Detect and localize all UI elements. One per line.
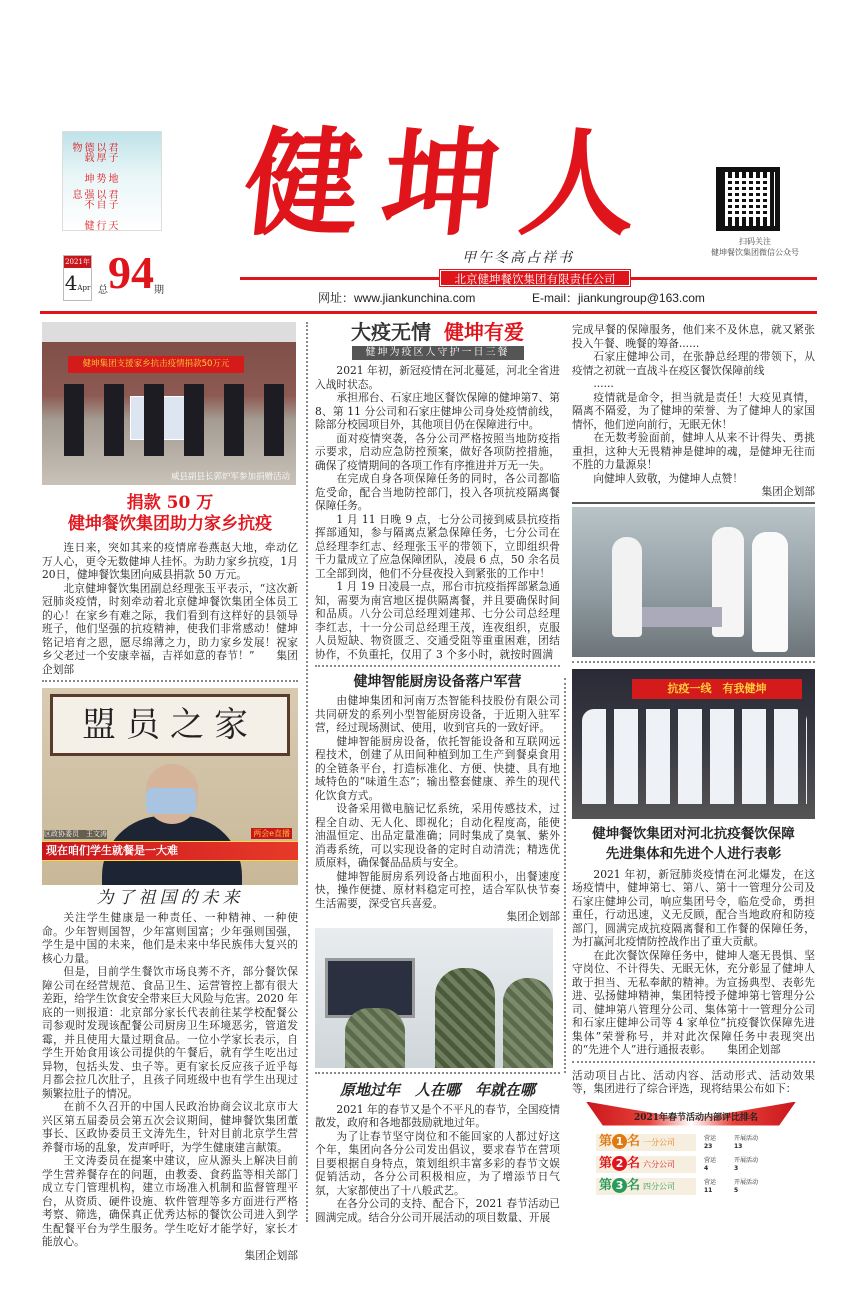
paragraph: 1 月 11 日晚 9 点，七分公司接到威县抗疫指挥部通知，参与隔离点紧急保障任务，七分公司在总经理李红志、经理张玉平的带领下，立即组织骨干力量成立了应急保障团队，凌晨 6 点，50 余名员工全部到岗，他们不分昼夜投入到紧张的工作中！	[315, 512, 560, 580]
ranking-graphic	[586, 1100, 796, 1200]
article-title: 先进集体和先进个人进行表彰	[605, 845, 782, 862]
stat-value: 13	[734, 1142, 743, 1150]
byline: 集团企划部	[761, 485, 815, 498]
rank-company: 一分公司	[643, 1138, 676, 1147]
paragraph: 向健坤人致敬，为健坤人点赞！	[593, 471, 744, 485]
rank-prefix: 第	[599, 1178, 613, 1193]
rank-number: 1	[612, 1134, 627, 1149]
paragraph: 在此次餐饮保障任务中，健坤人毫无畏惧、坚守岗位、不计得失、无眠无休，充分彰显了健坤人敢于担当、无私奉献的精神。为宣扬典型、表彰先进、弘扬健坤精神，集团特授予健坤第七管理分公司、健坤第八管理分公司、集体第十一管理分公司和石家庄健坤公司等 4 家单位“抗疫餐饮保障先进集体”荣誉称号，并对此次保障任务中表现突出的“先进个人”进行通报表彰。 集团企划部	[572, 948, 815, 1056]
paragraph: 北京健坤餐饮集团副总经理张玉平表示，“这次新冠肺炎疫情，时刻牵动着北京健坤餐饮集团全体员工的心！在家乡有难之际，我们看到有这样好的县领导班子，他们坚强的抗疫精神，使我们非常感动！健坤铭记培育之恩，愿尽绵薄之力，助力家乡发展！祝家乡父老过一个安康幸福，吉祥如意的春节！” 集团企划部	[42, 581, 298, 676]
stat-label: 开展活动	[734, 1156, 759, 1164]
paragraph: 完成早餐的保障服务，他们来不及休息，就又紧张投入午餐、晚餐的筹备......	[572, 323, 815, 350]
rank-suffix: 名	[627, 1134, 641, 1149]
stat-label: 开展活动	[734, 1134, 759, 1142]
paragraph: 石家庄健坤公司，在张静总经理的带领下，从疫情之初就一直战斗在疫区餐饮保障前线	[572, 350, 815, 377]
left-column	[42, 322, 298, 1262]
soldiers-photo	[315, 928, 553, 1068]
newspaper-title: 健坤人	[237, 116, 667, 252]
rank-suffix: 名	[627, 1178, 641, 1193]
issue-suffix: 期	[154, 285, 164, 296]
photo-banner: 抗疫一线 有我健坤	[632, 679, 802, 699]
article-title: 健坤餐饮集团助力家乡抗疫	[68, 514, 272, 534]
rank-number: 3	[612, 1178, 627, 1193]
paragraph: 2021 年的春节又是个不平凡的春节，全国疫情散发，政府和各地都鼓励就地过年。	[315, 1102, 560, 1129]
frontline-team-photo	[572, 669, 815, 819]
paragraph: 王文涛委员在提案中建议，应从源头上解决目前学生营养餐存在的问题，由教委、食药监等相关部门成立专门管理机构，建立市场准入机制和监督管理平台，从资质、硬件设施、软件管理等多方面进行严格考察、筛选，确保真正优秀达标的餐饮公司进入到学生配餐平台为学生服务。学生吃好才能学好，家长才能放心。	[42, 1154, 298, 1248]
rank-label	[596, 1178, 696, 1195]
paragraph: 2021 年初，新冠疫情在河北蔓延，河北全省进入战时状态。	[315, 364, 560, 391]
photo-banner: 健坤集团支援家乡抗击疫情捐款50万元	[68, 356, 244, 373]
qr-caption: 健坤餐饮集团微信公众号	[711, 248, 799, 257]
motto-line: 天行健	[82, 219, 117, 230]
calendar-month: 4	[64, 271, 78, 295]
donation-photo	[42, 322, 296, 485]
ranking-row	[596, 1154, 791, 1176]
subtitle-bar: 健坤为疫区人守护一日三餐	[352, 346, 524, 360]
stat-value: 11	[704, 1186, 713, 1194]
article-title: 为了祖国的未来	[96, 888, 244, 908]
paragraph: 承担邢台、石家庄地区餐饮保障的健坤第7、第8、第 11 分公司和石家庄健坤公司身处疫情前线，除部分校园项目外，其他项目仍在保障进行中。	[315, 391, 560, 431]
right-column	[572, 323, 815, 1200]
tv-banner: 现在咱们学生就餐是一大难	[42, 841, 298, 861]
stat-value: 3	[734, 1164, 739, 1172]
paragraph: 在完成自身各项保障任务的同时，各公司都临危受命，配合当地防控部门，投入各项抗疫隔离餐保障任务。	[315, 472, 560, 512]
qr-code[interactable]	[716, 167, 780, 231]
website-link[interactable]: 网址：www.jiankunchina.com	[318, 291, 476, 305]
ranking-title: 2021年春节活动内部评比排名	[633, 1112, 759, 1123]
rank-label	[596, 1134, 696, 1151]
motto-panel	[62, 131, 162, 231]
paragraph: 健坤智能厨房系列设备占地面积小，出餐速度快，操作便捷、原材料稳定可控，适合军队快节奏生活需要，深受官兵喜爱。	[315, 869, 560, 910]
paragraph: ......	[593, 377, 614, 390]
calendar-date	[63, 255, 92, 301]
rank-label	[596, 1156, 696, 1173]
rank-company: 四分公司	[643, 1182, 676, 1191]
calligrapher-signature: 甲午冬高占祥书	[462, 250, 574, 266]
motto-line: 君子以厚德载物	[70, 142, 117, 162]
stat-label: 开展活动	[734, 1178, 759, 1186]
paragraph: 为了让春节坚守岗位和不能回家的人都过好这个年，集团向各分公司发出倡议，要求春节在营项目要根据自身特点，策划组织丰富多彩的春节文娱促销活动，各分公司积极相应，为了增添节日气氛，大家都使出了十八般武艺。	[315, 1129, 560, 1197]
rank-prefix: 第	[599, 1134, 613, 1149]
tv-logo: 两会e直播	[253, 829, 290, 838]
rank-prefix: 第	[599, 1156, 613, 1171]
article-title: 捐款 50 万	[126, 493, 214, 513]
paragraph: 1 月 19 日凌晨一点，邢台市抗疫指挥部紧急通知，需要为南宫地区提供隔离餐，并且要确保时间和品质。八分公司总经理刘建邦、七分公司总经理李红志，十一分公司总经理王茂，连夜组织，克服人员短缺、物资匮乏、交通受阻等重重困难，团结协作，不负重托，仅用了 3 个多小时，就按时圆满	[315, 580, 560, 661]
qr-caption: 扫码关注	[739, 237, 771, 246]
stat-label: 营运	[704, 1156, 717, 1164]
article-title: 健坤智能厨房设备落户军营	[353, 674, 522, 690]
rank-number: 2	[612, 1156, 627, 1171]
ranking-row	[596, 1132, 791, 1154]
article-title: 原地过年 人在哪 年就在哪	[339, 1080, 535, 1099]
stat-label: 营运	[704, 1134, 717, 1142]
rank-company: 六分公司	[643, 1160, 676, 1169]
article-title: 健坤餐饮集团对河北抗疫餐饮保障	[592, 825, 795, 842]
motto-line: 君子以自强不息	[70, 189, 117, 209]
byline: 集团企划部	[506, 910, 560, 923]
issue-prefix: 总	[98, 285, 108, 296]
interview-photo	[42, 688, 298, 885]
paragraph: 在各分公司的支持、配合下，2021 春节活动已圆满完成。结合分公司开展活动的项目数量、开展	[315, 1197, 560, 1224]
paragraph: 由健坤集团和河南万杰智能科技股份有限公司共同研发的系列小型智能厨房设备，于近期入驻军营，经过现场测试、使用，收到官兵的一致好评。	[315, 694, 560, 734]
byline: 集团企划部	[244, 1248, 298, 1262]
photo-caption: 威县副县长郭炉军参加捐赠活动	[170, 472, 290, 482]
paragraph: 连日来，突如其来的疫情席卷燕赵大地，牵动亿万人心，更令无数健坤人挂怀。为助力家乡抗疫，1月20日，健坤餐饮集团向威县捐款 50 万元。	[42, 541, 298, 581]
paragraph: 关注学生健康是一种责任、一种精神、一种使命。少年智则国智，少年富则国富；少年强则国强，学生是中国的未来，他们是未来中华民族伟大复兴的核心力量。	[42, 911, 298, 965]
paragraph: 活动项目占比、活动内容、活动形式、活动效果等，集团进行了综合评选，现将结果公布如下：	[572, 1068, 815, 1095]
paragraph: 2021 年初，新冠肺炎疫情在河北爆发，在这场疫情中，健坤第七、第八、第十一管理分公司及石家庄健坤公司，响应集团号令，临危受命，勇担重任，行动迅速，义无反顾，配合当地政府和防疫部门，圆满完成抗疫隔离餐和工作餐的保障任务，为打赢河北疫情防控战作出了重大贡献。	[572, 867, 815, 948]
paragraph: 在无数考验面前，健坤人从来不计得失、勇挑重担，这种大无畏精神是健坤的魂，是健坤无往而不胜的力量源泉！	[572, 431, 815, 471]
kitchen-workers-photo	[572, 507, 815, 657]
stat-value: 23	[704, 1142, 713, 1150]
company-name: 北京健坤餐饮集团有限责任公司	[440, 270, 630, 286]
stat-value: 5	[734, 1186, 739, 1194]
paragraph: 面对疫情突袭，各分公司严格按照当地防疫指示要求，启动应急防控预案，做好各项防控措施，确保了疫情期间的各项工作有序推进并万无一失。	[315, 431, 560, 472]
ranking-row	[596, 1176, 791, 1198]
middle-column	[315, 320, 560, 1224]
paragraph: 设备采用微电脑记忆系统，采用传感技术，过程全自动、无人化、即视化；自动化程度高，能使油温恒定、出品定量准确；同时集成了臭氧、紫外消毒系统，可以实现设备的定时自动清洗；精选优质原料，确保餐品品质与安全。	[315, 802, 560, 869]
calendar-year: 2021年	[65, 258, 90, 266]
stat-label: 营运	[704, 1178, 717, 1186]
rank-suffix: 名	[627, 1156, 641, 1171]
paragraph: 在前不久召开的中国人民政治协商会议北京市大兴区第五届委员会第五次会议期间，健坤餐饮集团董事长、区政协委员王文涛先生，针对目前北京学生营养餐市场的乱象，发声呼吁，为学生健康建言献策。	[42, 1100, 298, 1154]
motto-line: 地势坤	[82, 172, 117, 183]
wall-sign: 盟员之家	[50, 694, 290, 756]
paragraph: 疫情就是命令，担当就是责任！大疫见真情，隔离不隔爱，为了健坤的荣誉、为了健坤人的家国情怀，他们逆向前行，无眠无休！	[572, 390, 815, 431]
headline-part: 大疫无情	[351, 320, 432, 344]
issue-number: 94	[108, 247, 154, 298]
calendar-month-en: Apr	[77, 284, 91, 292]
paragraph: 健坤智能厨房设备，依托智能设备和互联网远程技术，创建了从田间种植到加工生产到餐桌食用的全链条平台，打造标准化、方便、快捷、具有地域特色的“味道生态”；输出整套健康、养生的现代化饮食方式。	[315, 734, 560, 802]
tv-caption: 区政协委员 王文涛	[44, 830, 107, 838]
email-link[interactable]: E-mail：jiankungroup@163.com	[532, 291, 705, 305]
stat-value: 4	[704, 1164, 709, 1172]
paragraph: 但是，目前学生餐饮市场良莠不齐，部分餐饮保障公司在经营规范、食品卫生、运营管控上都有很大差距，给学生饮食安全带来巨大风险与危害。2020 年底的一则报道：北京部分家长代表前往某学校配餐公司参观时发现该配餐公司厨房卫生环境恶劣，管道发霉，并且使用大量过期食品。一位小学家长表示，自学生开始食用该公司提供的午餐后，就有学生吃出过异物，包括头发、虫子等。更有家长反应孩子近乎每月都会拉几次肚子，且孩子同班级中也有学生出现过频繁拉肚子的情况。	[42, 965, 298, 1100]
headline-part: 健坤有爱	[443, 320, 524, 344]
